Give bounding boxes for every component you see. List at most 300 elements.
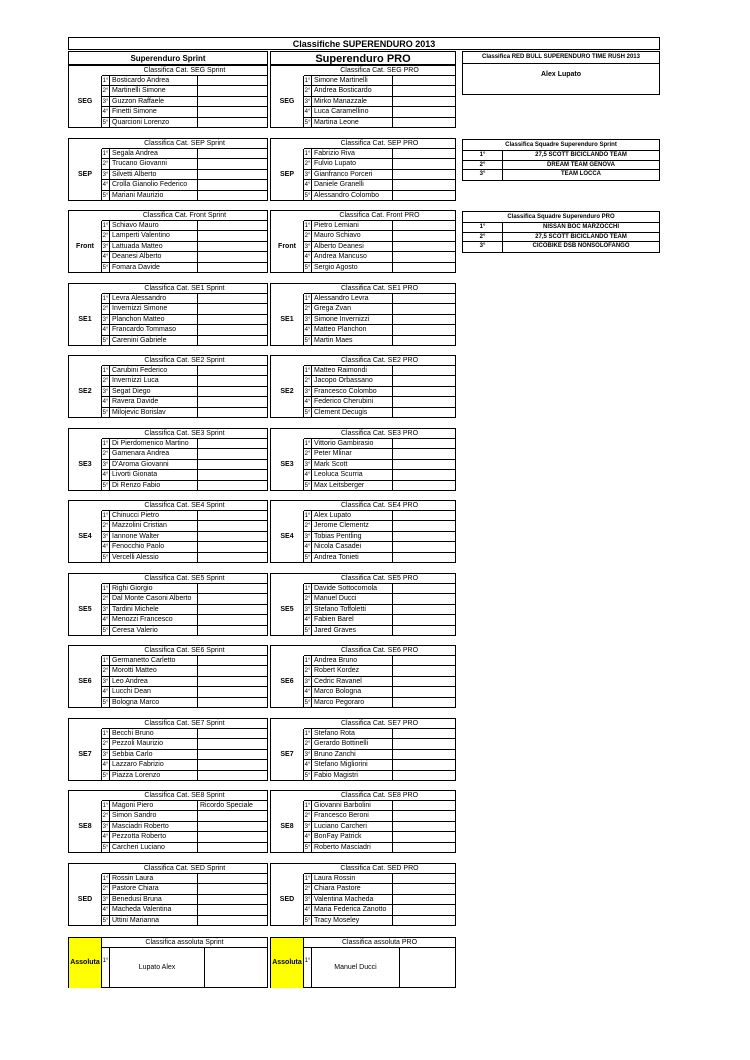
- rider-name: Simone Martinelli: [314, 77, 368, 84]
- rider-name: D'Aroma Giovanni: [112, 460, 169, 468]
- extra-cell: [197, 408, 200, 418]
- extra-cell: [197, 336, 200, 346]
- category-sprint-block: [68, 65, 268, 128]
- rider-name: Lazzaro Fabrizio: [112, 761, 164, 769]
- rank-position: 2°: [102, 88, 109, 95]
- rank-position: 3°: [304, 171, 311, 178]
- ranking-row: [102, 916, 267, 926]
- rider-name: Cedric Ravanel: [314, 677, 362, 685]
- rider-name: Andrea Bruno: [314, 657, 358, 664]
- extra-cell: [197, 366, 200, 375]
- absolute-sprint-block: [68, 937, 268, 988]
- ranking-row: [304, 532, 455, 542]
- rank-position: 3°: [102, 461, 109, 468]
- rider-name: Morotti Matteo: [112, 667, 157, 675]
- category-label: SEP: [69, 149, 102, 201]
- rider-name: Valentina Macheda: [314, 895, 374, 903]
- rank-position: 5°: [102, 481, 110, 491]
- ranking-row: [304, 874, 455, 884]
- rank-position: 3°: [304, 896, 311, 903]
- extra-cell: [197, 553, 200, 563]
- rank-position: 3°: [102, 533, 109, 540]
- rider-name: Davide Sottocornola: [314, 585, 378, 592]
- rank-position: 3°: [102, 388, 109, 395]
- rider-name: Invernizzi Simone: [112, 305, 168, 313]
- extra-cell: [197, 884, 200, 893]
- extra-cell: [392, 626, 395, 636]
- rider-name: Lattuada Matteo: [112, 242, 163, 250]
- ranking-row: [304, 750, 455, 760]
- extra-cell: [197, 149, 200, 158]
- category-pro-block: [270, 500, 456, 563]
- team-pos: 2°: [463, 161, 503, 170]
- rider-name: Fomara Davide: [112, 263, 160, 271]
- extra-cell: [392, 449, 395, 458]
- ranking-row: [304, 521, 455, 531]
- extra-cell: [197, 822, 200, 831]
- rider-name: Francesco Colombo: [314, 387, 377, 395]
- ranking-row: [102, 439, 267, 449]
- extra-cell: [392, 470, 395, 479]
- ranking-row: [304, 325, 455, 335]
- extra-cell: [197, 594, 200, 603]
- rank-position: 3°: [102, 678, 109, 685]
- category-sprint-title: Classifica Cat. SE5 Sprint: [102, 574, 267, 584]
- rank-position: 4°: [102, 182, 109, 189]
- ranking-row: [304, 76, 455, 86]
- rider-name: Pastore Chiara: [112, 885, 159, 893]
- extra-cell: [392, 242, 395, 251]
- rider-name: Masciadri Roberto: [112, 822, 169, 830]
- rank-position: 4°: [304, 544, 311, 551]
- extra-cell: [197, 107, 200, 116]
- category-label: SE1: [69, 294, 102, 346]
- extra-cell: [197, 811, 200, 820]
- category-sprint-title: Classifica Cat. SE3 Sprint: [102, 429, 267, 439]
- rank-position: 3°: [102, 316, 109, 323]
- extra-cell: [197, 874, 200, 883]
- category-label: SE2: [271, 366, 304, 418]
- extra-cell: [197, 750, 200, 759]
- category-label: SE4: [69, 511, 102, 563]
- extra-cell: [392, 905, 395, 914]
- ranking-row: [102, 801, 267, 811]
- rank-position: 1°: [102, 876, 109, 882]
- extra-cell: [392, 366, 395, 375]
- ranking-row: [304, 470, 455, 480]
- category-pro-title: Classifica Cat. SE1 PRO: [304, 284, 455, 294]
- extra-cell: [392, 86, 395, 95]
- rider-name: Grega Zvan: [314, 305, 351, 313]
- rider-name: Peter Mlinar: [314, 450, 352, 458]
- rank-position: 2°: [304, 306, 311, 313]
- rank-position: 4°: [102, 617, 109, 624]
- rank-position: 4°: [304, 617, 311, 624]
- rank-position: 3°: [304, 823, 311, 830]
- ranking-row: [102, 325, 267, 335]
- rank-position: 2°: [304, 886, 311, 893]
- extra-cell: [392, 387, 395, 396]
- rank-position: 1°: [102, 731, 109, 737]
- team-sprint-title: Classifica Squadre Superenduro Sprint: [463, 140, 659, 151]
- rider-name: Mariani Maurizio: [112, 191, 164, 199]
- category-label: SED: [69, 874, 102, 926]
- ranking-row: [102, 750, 267, 760]
- extra-cell: [392, 481, 395, 491]
- rank-position: 3°: [304, 388, 311, 395]
- ranking-row: [304, 666, 455, 676]
- extra-cell: [197, 771, 200, 781]
- category-sprint-block: [68, 500, 268, 563]
- ranking-row: [304, 553, 455, 563]
- rank-position: 4°: [102, 254, 109, 261]
- rider-name: Roberto Masciadri: [314, 843, 371, 851]
- rank-position: 3°: [304, 751, 311, 758]
- ranking-row: [304, 159, 455, 169]
- rider-name: Carubini Federico: [112, 367, 168, 374]
- category-sprint-title: Classifica Cat. SEG Sprint: [102, 66, 267, 76]
- ranking-row: [102, 107, 267, 117]
- rank-position: 5°: [304, 626, 312, 636]
- category-sprint-title: Classifica Cat. SE2 Sprint: [102, 356, 267, 366]
- ranking-row: [304, 626, 455, 636]
- rank-position: 2°: [304, 813, 311, 820]
- ranking-row: [102, 149, 267, 159]
- rider-name: Dal Monte Casoni Alberto: [112, 595, 192, 603]
- extra-cell: [197, 677, 200, 686]
- extra-cell: [392, 107, 395, 116]
- ranking-row: [304, 584, 455, 594]
- category-label: SE1: [271, 294, 304, 346]
- extra-cell: [392, 553, 395, 563]
- rider-name: Martin Maes: [314, 336, 353, 344]
- extra-cell: [392, 336, 395, 346]
- extra-cell: [197, 605, 200, 614]
- ranking-row: [102, 97, 267, 107]
- rank-position: 4°: [304, 907, 311, 914]
- rank-position: 4°: [102, 907, 109, 914]
- ranking-row: [102, 408, 267, 418]
- rank-position: 3°: [304, 533, 311, 540]
- team-sprint-table: [462, 139, 660, 181]
- rider-name: Jared Graves: [314, 626, 357, 634]
- rider-name: Segala Andrea: [112, 150, 158, 157]
- ranking-row: [304, 191, 455, 201]
- ranking-row: [102, 666, 267, 676]
- ranking-row: [102, 874, 267, 884]
- category-sprint-title: Classifica Cat. SE1 Sprint: [102, 284, 267, 294]
- rider-name: Iannone Walter: [112, 532, 160, 540]
- rank-position: 5°: [102, 626, 110, 636]
- category-label: SE8: [69, 801, 102, 853]
- rider-name: Pezzotta Roberto: [112, 833, 167, 841]
- category-pro-block: [270, 283, 456, 346]
- ranking-row: [304, 605, 455, 615]
- rank-position: 3°: [304, 98, 311, 105]
- rank-position: 3°: [102, 823, 109, 830]
- rider-name: Fulvio Lupato: [314, 160, 357, 168]
- category-label: SEG: [271, 76, 304, 128]
- extra-cell: [392, 460, 395, 469]
- ranking-row: [304, 439, 455, 449]
- rank-position: 5°: [304, 336, 312, 346]
- rider-name: Livorti Gionata: [112, 471, 158, 479]
- team-pos: 1°: [463, 151, 503, 160]
- rider-name: Federico Cherubini: [314, 398, 374, 406]
- extra-cell: [392, 874, 395, 883]
- rank-position: 5°: [304, 771, 312, 781]
- rider-name: Righi Giorgio: [112, 585, 153, 592]
- rank-position: 3°: [304, 461, 311, 468]
- extra-cell: [392, 149, 395, 158]
- ranking-row: [304, 481, 455, 491]
- category-pro-block: [270, 138, 456, 201]
- category-sprint-block: [68, 283, 268, 346]
- extra-cell: [197, 439, 200, 448]
- rank-position: 2°: [304, 378, 311, 385]
- category-label: Front: [69, 221, 102, 273]
- extra-cell: [197, 97, 200, 106]
- rank-position: 2°: [102, 378, 109, 385]
- rider-name: Levra Alessandro: [112, 295, 167, 302]
- ranking-row: [102, 687, 267, 697]
- extra-cell: [392, 760, 395, 769]
- extra-cell: [392, 771, 395, 781]
- extra-cell: [392, 729, 395, 738]
- rider-name: Crolla Gianolio Federico: [112, 181, 188, 189]
- extra-cell: [197, 76, 200, 85]
- rank-position: 4°: [304, 399, 311, 406]
- category-pro-title: Classifica Cat. SED PRO: [304, 864, 455, 874]
- extra-cell: [197, 231, 200, 240]
- ranking-row: [304, 97, 455, 107]
- category-pro-title: Classifica Cat. SEG PRO: [304, 66, 455, 76]
- extra-cell: [197, 315, 200, 324]
- category-pro-title: Classifica Cat. Front PRO: [304, 211, 455, 221]
- absolute-sprint-winner: Lupato Alex: [110, 948, 205, 988]
- rank-position: 3°: [102, 606, 109, 613]
- rider-name: Alessandro Colombo: [314, 191, 379, 199]
- extra-cell: [392, 170, 395, 179]
- extra-cell: [392, 263, 395, 273]
- category-pro-title: Classifica Cat. SE7 PRO: [304, 719, 455, 729]
- category-pro-title: Classifica Cat. SE5 PRO: [304, 574, 455, 584]
- category-label: SEP: [271, 149, 304, 201]
- rank-position: 5°: [304, 481, 312, 491]
- rider-name: Vittorio Gambirasio: [314, 440, 374, 447]
- ranking-row: [102, 118, 267, 128]
- ranking-row: [102, 263, 267, 273]
- rank-position: 4°: [102, 762, 109, 769]
- rider-name: Bologna Marco: [112, 698, 160, 706]
- rider-name: Maria Federica Zanotto: [314, 906, 387, 914]
- rider-name: Gamenara Andrea: [112, 450, 170, 458]
- rider-name: Schiavo Mauro: [112, 222, 159, 229]
- rider-name: Magoni Piero: [112, 802, 154, 809]
- team-row: [463, 233, 659, 243]
- rank-position: 2°: [102, 668, 109, 675]
- ranking-row: [304, 832, 455, 842]
- rider-name: Segat Diego: [112, 387, 151, 395]
- rider-name: Chiara Pastore: [314, 885, 361, 893]
- rank-position: 4°: [304, 327, 311, 334]
- ranking-row: [102, 252, 267, 262]
- rider-name: Marco Bologna: [314, 688, 362, 696]
- rider-name: Stefano Migliorini: [314, 761, 368, 769]
- extra-cell: [392, 916, 395, 926]
- rider-name: Becchi Bruno: [112, 730, 154, 737]
- rank-position: 4°: [102, 689, 109, 696]
- category-pro-title: Classifica Cat. SEP PRO: [304, 139, 455, 149]
- category-pro-block: [270, 863, 456, 926]
- rider-name: Luciano Carcheri: [314, 822, 367, 830]
- extra-cell: [392, 677, 395, 686]
- ranking-row: [304, 822, 455, 832]
- ranking-row: [304, 408, 455, 418]
- ranking-row: [102, 336, 267, 346]
- category-sprint-title: Classifica Cat. SEP Sprint: [102, 139, 267, 149]
- redbull-title: Classifica RED BULL SUPERENDURO TIME RUSH 2013: [463, 52, 659, 64]
- team-row: [463, 170, 659, 180]
- rank-position: 5°: [102, 336, 110, 346]
- ranking-row: [304, 304, 455, 314]
- extra-cell: [392, 511, 395, 520]
- extra-cell: [197, 170, 200, 179]
- rank-position: 4°: [102, 327, 109, 334]
- rank-position: 4°: [304, 109, 311, 116]
- rank-position: 2°: [102, 161, 109, 168]
- extra-cell: Ricordo Speciale: [197, 801, 253, 810]
- extra-cell: [392, 594, 395, 603]
- ranking-row: [102, 449, 267, 459]
- ranking-row: [102, 811, 267, 821]
- extra-cell: [392, 159, 395, 168]
- ranking-row: [304, 594, 455, 604]
- ranking-row: [102, 315, 267, 325]
- rank-position: 4°: [304, 762, 311, 769]
- ranking-row: [304, 170, 455, 180]
- ranking-row: [102, 159, 267, 169]
- rank-position: 2°: [304, 233, 311, 240]
- team-name: 27,5 SCOTT BICICLANDO TEAM: [535, 152, 627, 158]
- category-pro-block: [270, 210, 456, 273]
- team-pos: 2°: [463, 233, 503, 242]
- category-sprint-block: [68, 645, 268, 708]
- rider-name: Luca Caramellino: [314, 108, 369, 116]
- rank-position: 1°: [102, 296, 109, 302]
- rider-name: Chinucci Pietro: [112, 512, 160, 519]
- category-sprint-title: Classifica Cat. SE7 Sprint: [102, 719, 267, 729]
- ranking-row: [102, 760, 267, 770]
- rank-position: 5°: [304, 263, 312, 273]
- rider-name: BonFay Patrick: [314, 833, 362, 841]
- rank-position: 5°: [102, 843, 110, 853]
- category-sprint-title: Classifica Cat. SE6 Sprint: [102, 646, 267, 656]
- team-row: [463, 223, 659, 233]
- rider-name: Alberto Deanesi: [314, 242, 364, 250]
- rider-name: Piazza Lorenzo: [112, 771, 161, 779]
- rider-name: Tracy Moseley: [314, 916, 360, 924]
- rank-position: 5°: [102, 916, 110, 926]
- ranking-row: [102, 532, 267, 542]
- rank-position: 2°: [304, 596, 311, 603]
- rider-name: Marco Pegoraro: [314, 698, 365, 706]
- ranking-row: [304, 677, 455, 687]
- ranking-row: [304, 294, 455, 304]
- rank-position: 1°: [304, 731, 311, 737]
- extra-cell: [197, 687, 200, 696]
- rank-position: 2°: [102, 306, 109, 313]
- category-label: SE5: [271, 584, 304, 636]
- rank-position: 1°: [304, 223, 311, 229]
- rider-name: Sergio Agosto: [314, 263, 358, 271]
- extra-cell: [392, 439, 395, 448]
- ranking-row: [102, 626, 267, 636]
- rank-position: 1°: [304, 586, 311, 592]
- rider-name: Rossin Laura: [112, 875, 154, 882]
- ranking-row: [102, 905, 267, 915]
- rank-position: 5°: [102, 771, 110, 781]
- ranking-row: [304, 376, 455, 386]
- extra-cell: [392, 605, 395, 614]
- extra-cell: [197, 263, 200, 273]
- extra-cell: [197, 666, 200, 675]
- extra-cell: [392, 832, 395, 841]
- rider-name: Mark Scott: [314, 460, 348, 468]
- ranking-row: [304, 801, 455, 811]
- extra-cell: [392, 376, 395, 385]
- ranking-row: [304, 615, 455, 625]
- category-sprint-block: [68, 210, 268, 273]
- ranking-row: [304, 729, 455, 739]
- category-pro-block: [270, 65, 456, 128]
- rider-name: Stefano Toffoletti: [314, 605, 366, 613]
- category-sprint-title: Classifica Cat. SE8 Sprint: [102, 791, 267, 801]
- rider-name: Guzzon Raffaele: [112, 97, 165, 105]
- rank-position: 2°: [304, 88, 311, 95]
- rider-name: Andrea Bosticardo: [314, 87, 372, 95]
- ranking-row: [304, 366, 455, 376]
- rank-position: 3°: [304, 606, 311, 613]
- rider-name: Fabio Magistri: [314, 771, 358, 779]
- rank-position: 5°: [102, 553, 110, 563]
- extra-cell: [197, 294, 200, 303]
- ranking-row: [304, 231, 455, 241]
- rider-name: Alex Lupato: [314, 512, 351, 519]
- ranking-row: [304, 460, 455, 470]
- category-pro-title: Classifica Cat. SE6 PRO: [304, 646, 455, 656]
- extra-cell: [197, 656, 200, 665]
- rider-name: Robert Kordez: [314, 667, 360, 675]
- absolute-pro-block: [270, 937, 456, 988]
- category-sprint-block: [68, 863, 268, 926]
- extra-cell: [197, 584, 200, 593]
- rider-name: Deanesi Alberto: [112, 253, 162, 261]
- team-row: [463, 161, 659, 171]
- team-name: CICOBIKE DSB NONSOLOFANGO: [532, 243, 630, 249]
- rank-position: 4°: [304, 472, 311, 479]
- rider-name: Jacopo Orbassano: [314, 377, 373, 385]
- extra-cell: [392, 325, 395, 334]
- extra-cell: [197, 542, 200, 551]
- absolute-label: Assoluta: [69, 938, 102, 988]
- rider-name: Pezzoli Maurizio: [112, 740, 163, 748]
- rank-position: 2°: [304, 668, 311, 675]
- rider-name: Martinelli Simone: [112, 87, 166, 95]
- category-label: SE3: [271, 439, 304, 491]
- category-pro-title: Classifica Cat. SE3 PRO: [304, 429, 455, 439]
- category-sprint-title: Classifica Cat. SED Sprint: [102, 864, 267, 874]
